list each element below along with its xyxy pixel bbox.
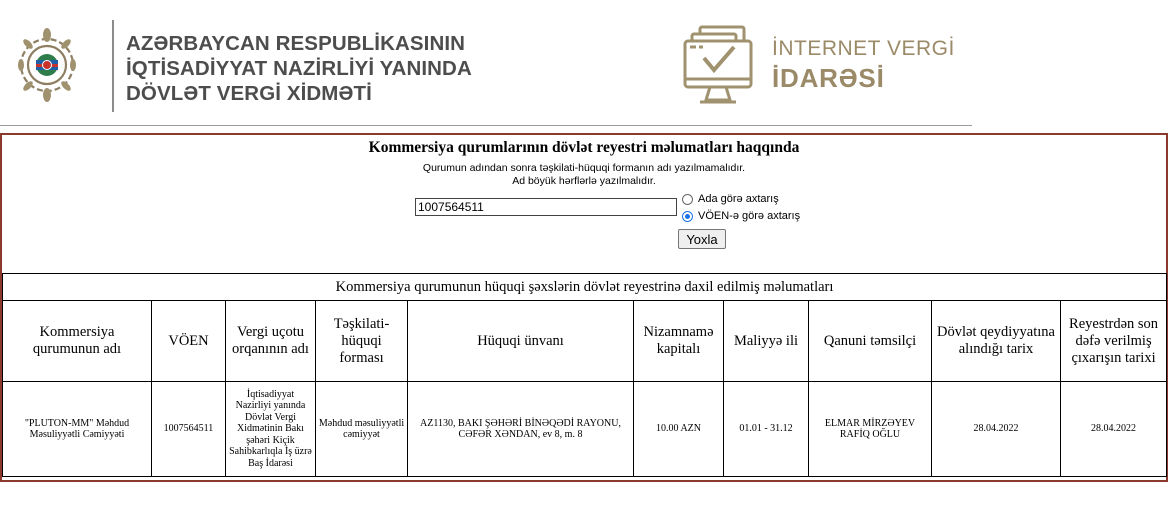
portal-title xyxy=(772,35,955,94)
table-cell: İqtisadiyyat Nazirliyi yanında Dövlət Vergi Xidmətinin Bakı şəhəri Kiçik Sahibkarlıqla İş üzrə Baş İdarəsi xyxy=(226,382,316,477)
table-cell: 28.04.2022 xyxy=(1061,382,1167,477)
column-header: Nizamnamə kapitalı xyxy=(634,301,724,382)
monitor-check-icon xyxy=(682,24,754,106)
hint-text: Ad böyük hərflərlə yazılmalıdır. xyxy=(512,175,656,187)
table-cell: AZ1130, BAKI ŞƏHƏRİ BİNƏQƏDİ RAYONU, CƏFƏR XƏNDAN, ev 8, m. 8 xyxy=(408,382,634,477)
radio-label: VÖEN-ə görə axtarış xyxy=(698,210,801,222)
header-rule xyxy=(0,125,972,126)
table-row xyxy=(3,382,1167,477)
column-header: Qanuni təmsilçi xyxy=(809,301,932,382)
state-emblem-icon xyxy=(18,22,76,108)
registry-panel xyxy=(0,133,1168,482)
table-caption: Kommersiya qurumunun hüquqi şəxslərin dövlət reyestrinə daxil edilmiş məlumatları xyxy=(3,274,1167,301)
column-header: Vergi uçotu orqanının adı xyxy=(226,301,316,382)
results-table xyxy=(2,273,1167,477)
radio-label: Ada görə axtarış xyxy=(698,193,779,205)
table-cell: ELMAR MİRZƏYEV RAFİQ OĞLU xyxy=(809,382,932,477)
table-header-row xyxy=(3,301,1167,382)
org-title xyxy=(126,31,472,106)
search-input[interactable] xyxy=(415,198,677,216)
table-cell: Məhdud məsuliyyətli cəmiyyət xyxy=(316,382,408,477)
radio-search-by-name[interactable] xyxy=(682,193,779,205)
table-cell: 01.01 - 31.12 xyxy=(724,382,809,477)
column-header: Təşkilati-hüquqi forması xyxy=(316,301,408,382)
radio-circle-selected[interactable] xyxy=(682,211,693,222)
check-button[interactable]: Yoxla xyxy=(678,229,726,249)
column-header: Maliyyə ili xyxy=(724,301,809,382)
table-cell: 28.04.2022 xyxy=(932,382,1061,477)
column-header: Kommersiya qurumunun adı xyxy=(3,301,152,382)
portal-title-line2: İDARƏSİ xyxy=(772,63,885,93)
radio-circle[interactable] xyxy=(682,194,693,205)
table-cell: 1007564511 xyxy=(152,382,226,477)
radio-search-by-voen[interactable] xyxy=(682,210,800,222)
portal-title-line1: İNTERNET VERGİ xyxy=(772,37,955,60)
org-title-line: AZƏRBAYCAN RESPUBLİKASININ xyxy=(126,32,466,55)
column-header: Hüquqi ünvanı xyxy=(408,301,634,382)
column-header: Reyestrdən son dəfə verilmiş çıxarışın tarixi xyxy=(1061,301,1167,382)
hint-text: Qurumun adından sonra təşkilati-hüquqi formanın adı yazılmamalıdır. xyxy=(422,162,746,174)
header-divider xyxy=(112,20,114,112)
column-header: VÖEN xyxy=(152,301,226,382)
org-title-line: İQTİSADİYYAT NAZİRLİYİ YANINDA xyxy=(126,57,472,80)
site-header xyxy=(0,0,1168,126)
page-title: Kommersiya qurumlarının dövlət reyestri məlumatları haqqında xyxy=(368,139,800,156)
table-cell: "PLUTON-MM" Məhdud Məsuliyyətli Cəmiyyəti xyxy=(3,382,152,477)
org-title-line: DÖVLƏT VERGİ XİDMƏTİ xyxy=(126,82,372,105)
table-cell: 10.00 AZN xyxy=(634,382,724,477)
column-header: Dövlət qeydiyyatına alındığı tarix xyxy=(932,301,1061,382)
